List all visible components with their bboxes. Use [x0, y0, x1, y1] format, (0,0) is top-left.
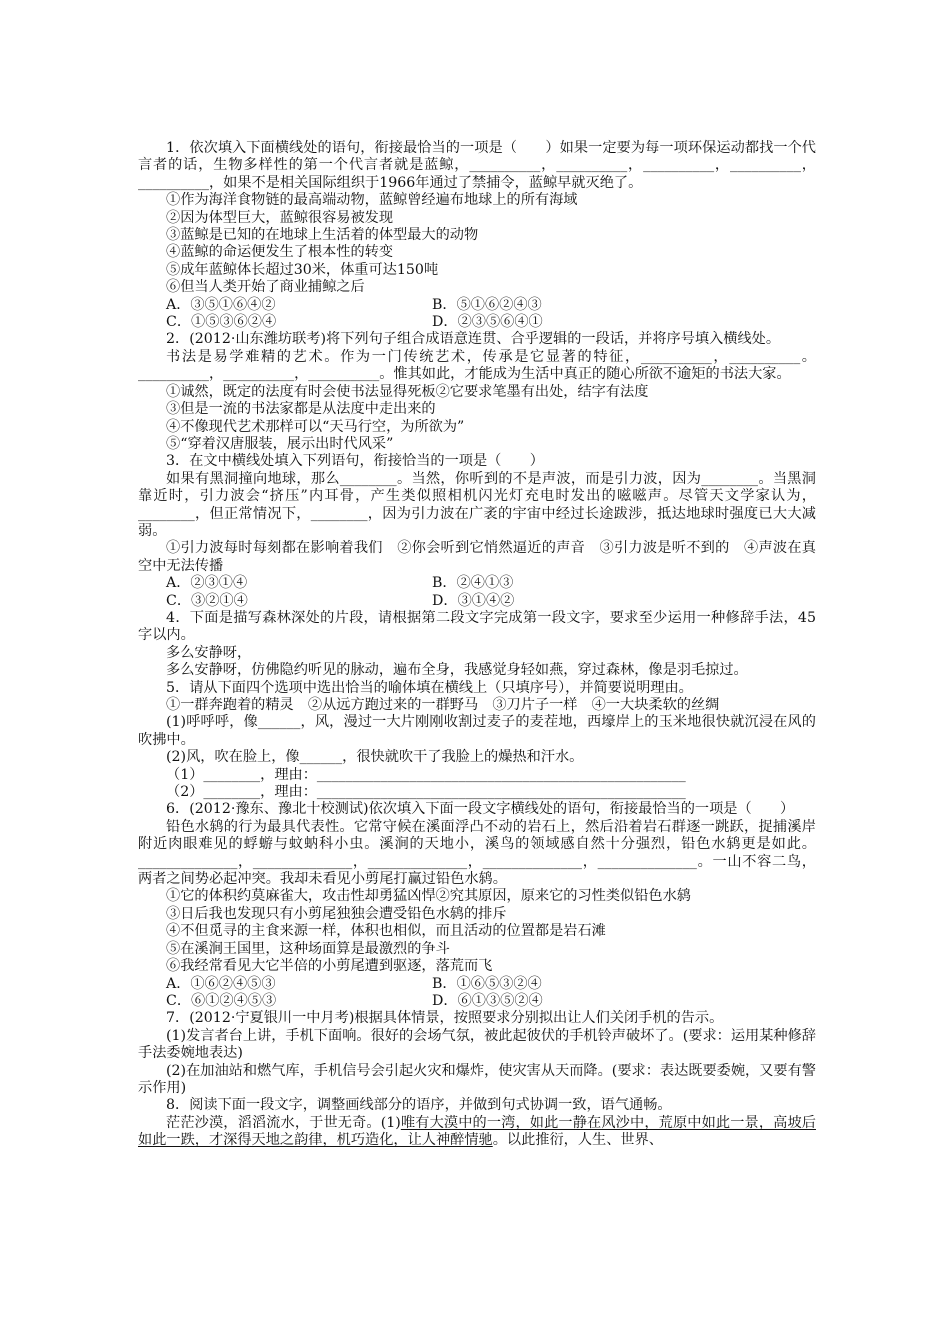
q7-sub-2: (2)在加油站和燃气库，手机信号会引起火灾和爆炸，使灾害从天而降。(要求：表达既要委婉，又要有警示作用): [138, 1062, 816, 1096]
q1-item-4: ④蓝鲸的命运便发生了根本性的转变: [166, 244, 394, 261]
q6-item-4: ⑤在溪涧王国里，这种场面算是最激烈的争斗: [166, 940, 450, 957]
q8-lead: 茫茫沙漠，滔滔流水，于世无奇。(1): [166, 1114, 401, 1131]
q6-option-d: D．⑥①③⑤②④: [432, 992, 543, 1009]
q1-option-d: D．②③⑤⑥④①: [432, 314, 543, 331]
q3-option-a: A．②③①④: [166, 575, 248, 592]
q1-option-b: B．⑤①⑥②④③: [432, 296, 542, 313]
q5-items: ①一群奔跑着的精灵 ②从远方跑过来的一群野马 ③刀片子一样 ④一大块柔软的丝绸: [166, 697, 720, 713]
q3-body: 如果有黑洞撞向地球，那么________。当然，你听到的不是声波，而是引力波，因为________。当黑洞靠近时，引力波会“挤压”内耳骨，产生类似照相机闪光灯充电时发出的嗞嗞声。尽管天文学家认为，________，但正常情况下，________，因为引力波在广袤的宇宙中经过长途跋涉，抵达地球时强度已大大减弱。: [138, 470, 816, 539]
q2-item-2: ③但是一流的书法家都是从法度中走出来的: [166, 401, 436, 418]
q6-item-3: ④不但觅寻的主食来源一样，体积也相似，而且活动的位置都是岩石滩: [166, 923, 606, 940]
q6-option-a: A．①⑥②④⑤③: [166, 975, 276, 992]
q1-item-3: ③蓝鲸是已知的在地球上生活着的体型最大的动物: [166, 227, 479, 244]
q5-answer-2: （2）________，理由：____________________________________________________: [166, 784, 686, 801]
q3-option-b: B．②④①③: [432, 575, 514, 592]
q1-option-c: C．①⑤③⑥②④: [166, 314, 277, 331]
q7-stem: 7．(2012·宁夏银川一中月考)根据具体情景，按照要求分别拟出让人们关闭手机的告示。: [166, 1010, 724, 1027]
q3-stem: 3．在文中横线处填入下列语句，衔接恰当的一项是（ ）: [166, 453, 544, 470]
q5-stem: 5．请从下面四个选项中选出恰当的喻体填在横线上（只填序号），并简要说明理由。: [166, 679, 693, 696]
q1-item-1: ①作为海洋食物链的最高端动物，蓝鲸曾经遍布地球上的所有海域: [166, 192, 578, 209]
q1-item-5: ⑤成年蓝鲸体长超过30米，体重可达150吨: [166, 261, 439, 278]
q5-sentence-2: (2)风，吹在脸上，像______，很快就吹干了我脸上的燥热和汗水。: [166, 749, 584, 766]
q2-body: 书法是易学难精的艺术。作为一门传统艺术，传承是它显著的特征，__________，__________。__________，__________，__________。惟其如此，才能成为生活中真正的随心所欲不逾矩的书法大家。: [138, 348, 816, 383]
q4-stem: 4．下面是描写森林深处的片段，请根据第二段文字完成第一段文字，要求至少运用一种修辞手法，45字以内。: [138, 609, 816, 644]
q6-stem: 6．(2012·豫东、豫北十校测试)依次填入下面一段文字横线处的语句，衔接最恰当的一项是（ ）: [166, 801, 795, 818]
q2-item-1: ①诚然，既定的法度有时会使书法显得死板②它要求笔墨有出处，结字有法度: [166, 383, 649, 400]
q8-tail: 。以此推衍，人生、世界、: [492, 1132, 663, 1149]
q1-options-row-1: [138, 297, 816, 314]
q6-option-c: C．⑥①②④⑤③: [166, 992, 277, 1009]
q5-sentence-1: (1)呼呼呼，像______，风，漫过一大片刚刚收割过麦子的麦茬地，西壕岸上的玉米地很快就沉浸在风的吹拂中。: [138, 714, 816, 748]
q5-answer-1: （1）________，理由：____________________________________________________: [166, 766, 686, 783]
q3-options-row-2: [138, 593, 816, 610]
q1-item-2: ②因为体型巨大，蓝鲸很容易被发现: [166, 209, 394, 226]
q8-body: [138, 1115, 816, 1150]
q2-item-3: ④不像现代艺术那样可以“天马行空，为所欲为”: [166, 418, 465, 435]
q3-options-row-1: [138, 575, 816, 592]
q6-item-5: ⑥我经常看见大它半倍的小剪尾遭到驱逐，落荒而飞: [166, 958, 493, 975]
q8-underlined-text: 唯有大漠中的一湾，如此一静在风沙中，荒原中如此一景，高坡后如此一跌，才深得天地之韵律，机巧造化，让人神醉情驰: [138, 1114, 816, 1149]
q6-item-2: ③日后我也发现只有小剪尾独独会遭受铅色水鸫的排斥: [166, 905, 507, 922]
q1-options-row-2: [138, 314, 816, 331]
q3-option-c: C．③②①④: [166, 592, 248, 609]
q6-option-b: B．①⑥⑤③②④: [432, 975, 542, 992]
q2-item-4: ⑤“穿着汉唐服装，展示出时代风采”: [166, 435, 394, 452]
q1-item-6: ⑥但当人类开始了商业捕鲸之后: [166, 279, 365, 296]
q6-item-1: ①它的体积约莫麻雀大，攻击性却勇猛凶悍②究其原因，原来它的习性类似铅色水鸫: [166, 888, 691, 905]
q4-line-1: 多么安静呀，: [166, 644, 252, 661]
q6-body: 铅色水鸫的行为最具代表性。它常守候在溪面浮凸不动的岩石上，然后沿着岩石群逐一跳跃，捉捕溪岸附近肉眼难见的蜉蝣与蚊蚋科小虫。溪涧的天地小，溪鸟的领域感自然十分强烈，铅色水鸫更是如此。______________，______________，______________，______________，______________。一山不容二鸟，两者之间势必起冲突。我却未看见小剪尾打赢过铅色水鸫。: [138, 818, 816, 888]
document-page: [138, 140, 816, 1150]
q2-stem: 2．(2012·山东潍坊联考)将下列句子组合成语意连贯、合乎逻辑的一段话，并将序号填入横线处。: [166, 331, 781, 348]
q4-line-2: 多么安静呀，仿佛隐约听见的脉动，遍布全身，我感觉身轻如燕，穿过森林，像是羽毛掠过。: [166, 662, 748, 679]
q7-sub-1: (1)发言者台上讲，手机下面响。很好的会场气氛，被此起彼伏的手机铃声破坏了。(要求：运用某种修辞手法委婉地表达): [138, 1027, 816, 1062]
q8-stem: 8．阅读下面一段文字，调整画线部分的语序，并做到句式协调一致，语气通畅。: [166, 1097, 672, 1114]
q6-options-row-1: [138, 976, 816, 993]
q1-option-a: A．③⑤①⑥④②: [166, 296, 276, 313]
q1-stem: 1．依次填入下面横线处的语句，衔接最恰当的一项是（ ）如果一定要为每一项环保运动都找一个代言者的话，生物多样性的第一个代言者就是蓝鲸，__________，__________，__________，__________，__________，如果不是相关国际组织于1966年通过了禁捕令，蓝鲸早就灭绝了。: [138, 140, 816, 191]
q3-option-d: D．③①④②: [432, 592, 515, 609]
q3-items: ①引力波每时每刻都在影响着我们 ②你会听到它悄然逼近的声音 ③引力波是听不到的 ④声波在真空中无法传播: [138, 540, 816, 574]
q6-options-row-2: [138, 993, 816, 1010]
